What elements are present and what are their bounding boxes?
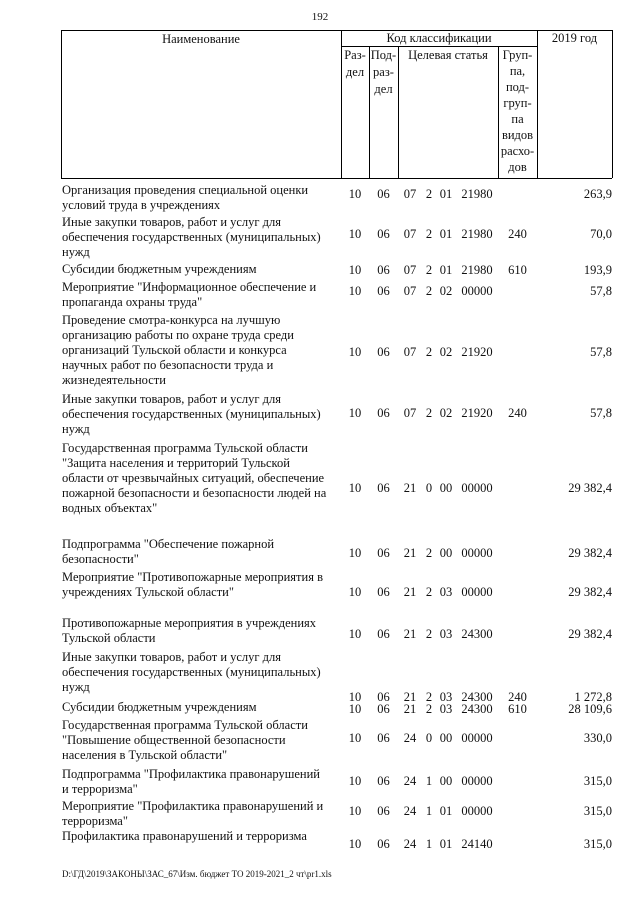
row-name-line: Подпрограмма "Профилактика правонарушений xyxy=(62,767,320,781)
header-razdel-line: Раз- xyxy=(344,48,366,62)
header-code: Код классификации xyxy=(386,31,492,45)
row-t3: 02 xyxy=(439,284,453,298)
row-t4: 24300 xyxy=(461,690,493,704)
row-name-line: Профилактика правонарушений и терроризма xyxy=(62,829,307,843)
row-t1: 21 xyxy=(403,690,417,704)
row-t4: 21920 xyxy=(461,345,493,359)
row-razdel: 10 xyxy=(348,585,362,599)
row-podrazdel: 06 xyxy=(377,406,390,420)
row-t1: 07 xyxy=(403,284,417,298)
row-name-line: водных объектах" xyxy=(62,501,158,515)
row-t2: 2 xyxy=(425,227,433,241)
row-name-line: Подпрограмма "Обеспечение пожарной xyxy=(62,537,275,551)
row-razdel: 10 xyxy=(348,345,362,359)
header-group xyxy=(498,47,537,175)
header-podrazdel-divider xyxy=(398,46,399,178)
row-t3: 01 xyxy=(439,804,453,818)
row-name-line: Организация проведения специальной оценки xyxy=(62,183,309,197)
row-podrazdel: 06 xyxy=(377,263,390,277)
row-t4: 21980 xyxy=(461,263,493,277)
header-group-line: дов xyxy=(508,160,527,174)
row-amount: 29 382,4 xyxy=(568,627,612,641)
row-amount: 28 109,6 xyxy=(568,702,612,716)
row-podrazdel: 06 xyxy=(377,731,390,745)
row-name-line: "Защита населения и территорий Тульской xyxy=(62,456,290,470)
row-name-line: Иные закупки товаров, работ и услуг для xyxy=(62,650,282,664)
row-name-line: жизнедеятельности xyxy=(62,373,166,387)
row-t1: 24 xyxy=(403,804,417,818)
row-t4: 24300 xyxy=(461,702,493,716)
row-amount: 29 382,4 xyxy=(568,481,612,495)
row-name xyxy=(62,700,337,715)
row-amount: 315,0 xyxy=(583,804,612,818)
row-razdel: 10 xyxy=(348,263,362,277)
row-t2: 2 xyxy=(425,345,433,359)
row-t4: 00000 xyxy=(461,774,493,788)
row-podrazdel: 06 xyxy=(377,481,390,495)
row-razdel: 10 xyxy=(348,731,362,745)
row-name xyxy=(62,441,337,516)
row-razdel: 10 xyxy=(348,406,362,420)
row-name-line: организацию работы по охране труда среди xyxy=(62,328,294,342)
row-t1: 07 xyxy=(403,345,417,359)
row-t1: 21 xyxy=(403,481,417,495)
row-t4: 00000 xyxy=(461,731,493,745)
row-amount: 193,9 xyxy=(583,263,612,277)
row-name xyxy=(62,767,337,797)
row-t2: 1 xyxy=(425,804,433,818)
row-name-line: учреждениях Тульской области" xyxy=(62,585,234,599)
row-podrazdel: 06 xyxy=(377,774,390,788)
row-amount: 29 382,4 xyxy=(568,585,612,599)
header-left-border xyxy=(61,30,62,178)
row-name xyxy=(62,392,337,437)
row-amount: 315,0 xyxy=(583,774,612,788)
row-name-line: Проведение смотра-конкурса на лучшую xyxy=(62,313,281,327)
row-name-line: Иные закупки товаров, работ и услуг для xyxy=(62,392,282,406)
row-podrazdel: 06 xyxy=(377,227,390,241)
row-razdel: 10 xyxy=(348,284,362,298)
row-group: 610 xyxy=(508,702,527,716)
row-t3: 03 xyxy=(439,702,453,716)
row-t3: 00 xyxy=(439,546,453,560)
row-name xyxy=(62,215,337,260)
footer-file-path: D:\ГД\2019\ЗАКОНЫ\ЗАС_67\Изм. бюджет ТО 2019-2021_2 чт\pr1.xls xyxy=(62,869,332,879)
row-t1: 21 xyxy=(403,585,417,599)
row-name-line: Субсидии бюджетным учреждениям xyxy=(62,262,257,276)
row-t2: 2 xyxy=(425,546,433,560)
header-target: Целевая статья xyxy=(408,48,488,62)
row-name-line: Мероприятие "Противопожарные мероприятия в xyxy=(62,570,323,584)
row-t3: 00 xyxy=(439,774,453,788)
row-name-line: Мероприятие "Профилактика правонарушений и xyxy=(62,799,324,813)
row-amount: 70,0 xyxy=(590,227,612,241)
row-t2: 0 xyxy=(425,481,433,495)
row-podrazdel: 06 xyxy=(377,837,390,851)
row-t2: 2 xyxy=(425,284,433,298)
row-t4: 00000 xyxy=(461,585,493,599)
row-razdel: 10 xyxy=(348,804,362,818)
row-name-line: терроризма" xyxy=(62,814,128,828)
row-name xyxy=(62,313,337,388)
row-name-line: Противопожарные мероприятия в учреждениях xyxy=(62,616,317,630)
header-group-line: па, xyxy=(509,64,526,78)
row-t3: 02 xyxy=(439,406,453,420)
row-name xyxy=(62,829,337,844)
header-podrazdel-line: раз- xyxy=(373,65,394,79)
header-group-line: Груп- xyxy=(502,48,533,62)
header-group-line: видов xyxy=(501,128,534,142)
row-t3: 01 xyxy=(439,227,453,241)
row-razdel: 10 xyxy=(348,227,362,241)
row-t1: 21 xyxy=(403,546,417,560)
row-razdel: 10 xyxy=(348,690,362,704)
row-name-line: обеспечения государственных (муниципальных) xyxy=(62,665,321,679)
row-name-line: Государственная программа Тульской области xyxy=(62,718,308,732)
row-t4: 21980 xyxy=(461,187,493,201)
row-name-line: и терроризма" xyxy=(62,782,138,796)
row-t1: 24 xyxy=(403,731,417,745)
header-name: Наименование xyxy=(162,32,240,46)
header-group-line: под- xyxy=(505,80,530,94)
row-razdel: 10 xyxy=(348,702,362,716)
row-t3: 02 xyxy=(439,345,453,359)
row-name-line: условий труда в учреждениях xyxy=(62,198,221,212)
row-t2: 2 xyxy=(425,406,433,420)
row-t2: 1 xyxy=(425,837,433,851)
row-t3: 03 xyxy=(439,585,453,599)
row-t1: 07 xyxy=(403,187,417,201)
row-group: 610 xyxy=(508,263,527,277)
row-name xyxy=(62,262,337,277)
row-t2: 2 xyxy=(425,690,433,704)
row-t4: 00000 xyxy=(461,481,493,495)
row-amount: 1 272,8 xyxy=(574,690,612,704)
row-name-line: Мероприятие "Информационное обеспечение и xyxy=(62,280,317,294)
row-name xyxy=(62,650,337,695)
row-name xyxy=(62,616,337,646)
row-name-line: области от чрезвычайных ситуаций, обеспечение xyxy=(62,471,325,485)
header-podrazdel xyxy=(369,47,398,98)
row-name-line: безопасности" xyxy=(62,552,139,566)
row-group: 240 xyxy=(508,690,527,704)
row-name xyxy=(62,183,337,213)
row-name-line: нужд xyxy=(62,680,90,694)
row-t2: 2 xyxy=(425,263,433,277)
row-name-line: пожарной безопасности и безопасности людей на xyxy=(62,486,327,500)
row-name-line: обеспечения государственных (муниципальных) xyxy=(62,407,321,421)
row-t4: 21980 xyxy=(461,227,493,241)
row-t1: 24 xyxy=(403,774,417,788)
row-t2: 2 xyxy=(425,702,433,716)
row-name-line: населения в Тульской области" xyxy=(62,748,228,762)
row-name-line: нужд xyxy=(62,245,90,259)
row-razdel: 10 xyxy=(348,187,362,201)
row-name-line: Субсидии бюджетным учреждениям xyxy=(62,700,257,714)
row-name-line: Иные закупки товаров, работ и услуг для xyxy=(62,215,282,229)
row-t4: 00000 xyxy=(461,546,493,560)
header-group-line: расхо- xyxy=(500,144,535,158)
row-amount: 315,0 xyxy=(583,837,612,851)
header-razdel xyxy=(341,47,369,81)
row-name-line: пропаганда охраны труда" xyxy=(62,295,203,309)
row-name xyxy=(62,570,337,600)
row-group: 240 xyxy=(508,406,527,420)
header-right-border xyxy=(612,30,613,178)
row-t3: 01 xyxy=(439,263,453,277)
page-number: 192 xyxy=(311,11,329,23)
row-t4: 00000 xyxy=(461,804,493,818)
row-t3: 03 xyxy=(439,627,453,641)
header-podrazdel-line: дел xyxy=(374,82,393,96)
row-t1: 07 xyxy=(403,263,417,277)
row-name xyxy=(62,799,337,829)
header-bottom-border xyxy=(61,178,612,179)
row-amount: 263,9 xyxy=(583,187,612,201)
row-podrazdel: 06 xyxy=(377,690,390,704)
row-razdel: 10 xyxy=(348,546,362,560)
row-t1: 07 xyxy=(403,227,417,241)
row-group: 240 xyxy=(508,227,527,241)
row-razdel: 10 xyxy=(348,837,362,851)
row-t1: 21 xyxy=(403,627,417,641)
row-name-line: Государственная программа Тульской области xyxy=(62,441,308,455)
row-amount: 57,8 xyxy=(590,284,612,298)
row-podrazdel: 06 xyxy=(377,546,390,560)
header-group-line: па xyxy=(511,112,524,126)
row-podrazdel: 06 xyxy=(377,627,390,641)
row-name-line: обеспечения государственных (муниципальных) xyxy=(62,230,321,244)
row-t3: 00 xyxy=(439,481,453,495)
row-podrazdel: 06 xyxy=(377,585,390,599)
row-razdel: 10 xyxy=(348,774,362,788)
row-t3: 03 xyxy=(439,690,453,704)
row-t4: 21920 xyxy=(461,406,493,420)
row-name-line: Тульской области xyxy=(62,631,156,645)
row-name-line: нужд xyxy=(62,422,90,436)
row-t3: 00 xyxy=(439,731,453,745)
row-t2: 2 xyxy=(425,187,433,201)
row-amount: 330,0 xyxy=(583,731,612,745)
row-amount: 57,8 xyxy=(590,406,612,420)
row-t2: 2 xyxy=(425,627,433,641)
row-podrazdel: 06 xyxy=(377,702,390,716)
header-group-line: груп- xyxy=(503,96,532,110)
row-t1: 07 xyxy=(403,406,417,420)
row-t4: 24140 xyxy=(461,837,493,851)
row-t1: 24 xyxy=(403,837,417,851)
row-amount: 29 382,4 xyxy=(568,546,612,560)
row-podrazdel: 06 xyxy=(377,804,390,818)
row-podrazdel: 06 xyxy=(377,187,390,201)
row-t3: 01 xyxy=(439,837,453,851)
header-year: 2019 год xyxy=(551,31,598,45)
row-podrazdel: 06 xyxy=(377,345,390,359)
row-name-line: организаций Тульской области и конкурса xyxy=(62,343,287,357)
header-podrazdel-line: Под- xyxy=(370,48,397,62)
row-t3: 01 xyxy=(439,187,453,201)
header-code-right-border xyxy=(537,30,538,178)
row-name-line: "Повышение общественной безопасности xyxy=(62,733,286,747)
row-podrazdel: 06 xyxy=(377,284,390,298)
row-amount: 57,8 xyxy=(590,345,612,359)
row-razdel: 10 xyxy=(348,627,362,641)
row-name xyxy=(62,537,337,567)
row-name-line: научных работ по безопасности труда и xyxy=(62,358,274,372)
row-t1: 21 xyxy=(403,702,417,716)
row-t4: 24300 xyxy=(461,627,493,641)
row-t2: 1 xyxy=(425,774,433,788)
row-t2: 0 xyxy=(425,731,433,745)
row-t2: 2 xyxy=(425,585,433,599)
row-t4: 00000 xyxy=(461,284,493,298)
row-name xyxy=(62,718,337,763)
header-razdel-line: дел xyxy=(345,65,365,79)
row-razdel: 10 xyxy=(348,481,362,495)
row-name xyxy=(62,280,337,310)
